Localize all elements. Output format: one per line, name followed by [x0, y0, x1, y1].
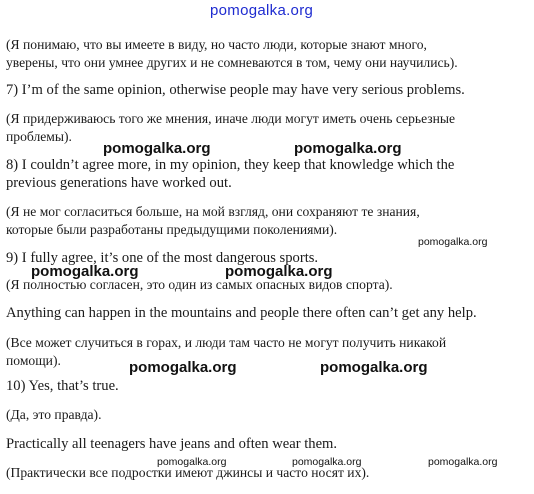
text-line: Practically all teenagers have jeans and often wear them. — [6, 436, 338, 452]
text-line: Anything can happen in the mountains and people there often can’t get any help. — [6, 305, 477, 321]
watermark: pomogalka.org — [418, 236, 488, 248]
watermark: pomogalka.org — [103, 140, 211, 157]
watermark: pomogalka.org — [129, 359, 237, 376]
text-line: 9) I fully agree, it’s one of the most dangerous sports. — [6, 250, 319, 266]
watermark: pomogalka.org — [31, 263, 139, 280]
watermark: pomogalka.org — [294, 140, 402, 157]
text-line: помощи). — [6, 353, 61, 368]
text-line: которые были разработаны предыдущими поколениями). — [6, 222, 338, 237]
text-line: (Я придерживаюсь того же мнения, иначе люди могут иметь очень серьезные — [6, 111, 456, 126]
watermark: pomogalka.org — [292, 456, 362, 468]
text-line: (Я полностью согласен, это один из самых опасных видов спорта). — [6, 277, 393, 292]
watermark: pomogalka.org — [428, 456, 498, 468]
text-line: (Да, это правда). — [6, 407, 102, 422]
text-line: (Я не мог согласиться больше, на мой взгляд, они сохраняют те знания, — [6, 204, 420, 219]
watermark: pomogalka.org — [320, 359, 428, 376]
watermark-top: pomogalka.org — [210, 2, 314, 19]
text-line: 8) I couldn’t agree more, in my opinion, they keep that knowledge which the — [6, 157, 455, 173]
text-line: previous generations have worked out. — [6, 175, 232, 191]
text-line: (Все может случиться в горах, и люди там часто не могут получить никакой — [6, 335, 447, 350]
watermark: pomogalka.org — [225, 263, 333, 280]
text-line: 7) I’m of the same opinion, otherwise people may have very serious problems. — [6, 82, 465, 98]
text-line: 10) Yes, that’s true. — [6, 378, 119, 394]
text-line: проблемы). — [6, 129, 72, 144]
watermark: pomogalka.org — [157, 456, 227, 468]
text-line: уверены, что они умнее других и не сомневаются в том, чему они научились). — [6, 55, 458, 70]
text-line: (Практически все подростки имеют джинсы и часто носят их). — [6, 465, 370, 480]
text-line: (Я понимаю, что вы имеете в виду, но часто люди, которые знают много, — [6, 37, 427, 52]
